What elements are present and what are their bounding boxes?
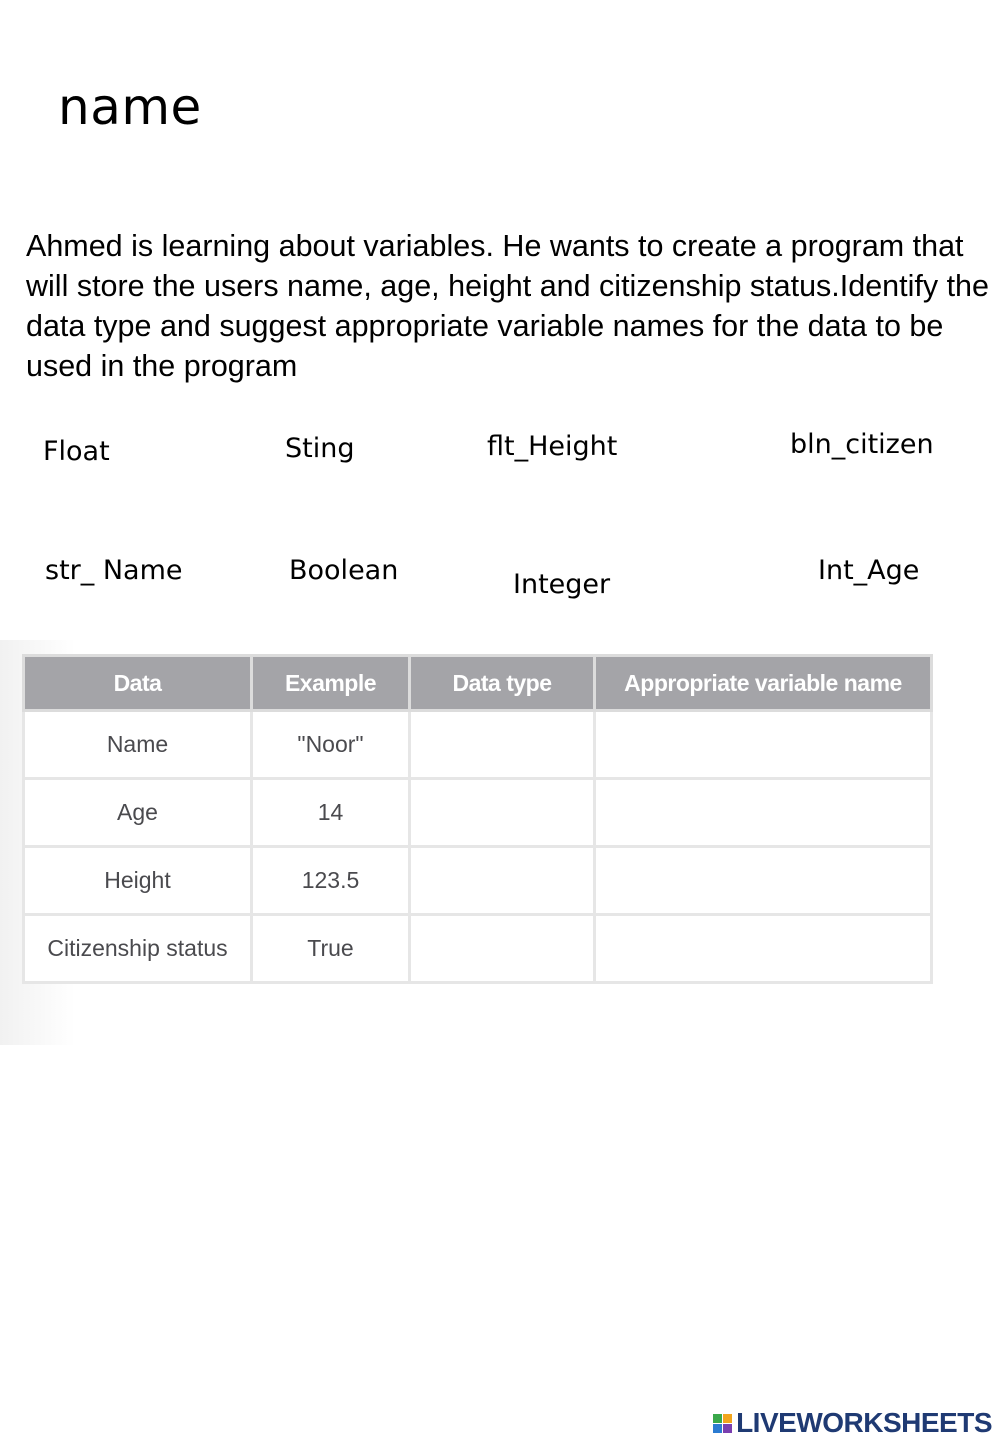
header-data-type: Data type — [410, 656, 595, 711]
answer-chip-boolean[interactable]: Boolean — [289, 555, 399, 586]
header-variable-name: Appropriate variable name — [595, 656, 932, 711]
answer-chip-sting[interactable]: Sting — [285, 433, 355, 464]
drop-zone-variable-name-age[interactable] — [595, 779, 932, 847]
answer-chip-float[interactable]: Float — [43, 436, 110, 467]
table-header-row — [24, 656, 932, 711]
drop-zone-data-type-age[interactable] — [410, 779, 595, 847]
table-row — [24, 915, 932, 983]
cell-data: Height — [24, 847, 252, 915]
question-prompt: Ahmed is learning about variables. He wants to create a program that will store the users name, age, height and citizenship status.Identify the data type and suggest appropriate variable names for the data to be used in the program — [26, 229, 989, 383]
cell-example: 14 — [252, 779, 410, 847]
header-example: Example — [252, 656, 410, 711]
cell-data: Name — [24, 711, 252, 779]
logo-mark-icon — [713, 1414, 732, 1433]
logo-square — [723, 1414, 732, 1423]
drop-zone-data-type-height[interactable] — [410, 847, 595, 915]
cell-example: 123.5 — [252, 847, 410, 915]
logo-square — [723, 1424, 732, 1433]
drop-zone-variable-name-height[interactable] — [595, 847, 932, 915]
answer-chip-bln-citizen[interactable]: bln_citizen — [790, 429, 934, 460]
answer-chip-flt-height[interactable]: flt_Height — [487, 431, 618, 462]
liveworksheets-logo[interactable] — [713, 1409, 992, 1437]
table-row — [24, 711, 932, 779]
table-row — [24, 847, 932, 915]
drop-zone-variable-name-name[interactable] — [595, 711, 932, 779]
table-row — [24, 779, 932, 847]
cell-example: "Noor" — [252, 711, 410, 779]
drop-zone-variable-name-citizenship[interactable] — [595, 915, 932, 983]
header-data: Data — [24, 656, 252, 711]
cell-data: Age — [24, 779, 252, 847]
cell-data: Citizenship status — [24, 915, 252, 983]
brand-name: LIVEWORKSHEETS — [736, 1407, 992, 1438]
answer-chip-str-name[interactable]: str_ Name — [45, 555, 183, 586]
logo-square — [713, 1424, 722, 1433]
answer-chip-integer[interactable]: Integer — [513, 569, 611, 600]
answer-chip-int-age[interactable]: Int_Age — [818, 555, 920, 586]
drop-zone-data-type-name[interactable] — [410, 711, 595, 779]
cell-example: True — [252, 915, 410, 983]
data-type-table — [22, 654, 933, 984]
logo-square — [713, 1414, 722, 1423]
name-heading: name — [58, 78, 202, 136]
drop-zone-data-type-citizenship[interactable] — [410, 915, 595, 983]
